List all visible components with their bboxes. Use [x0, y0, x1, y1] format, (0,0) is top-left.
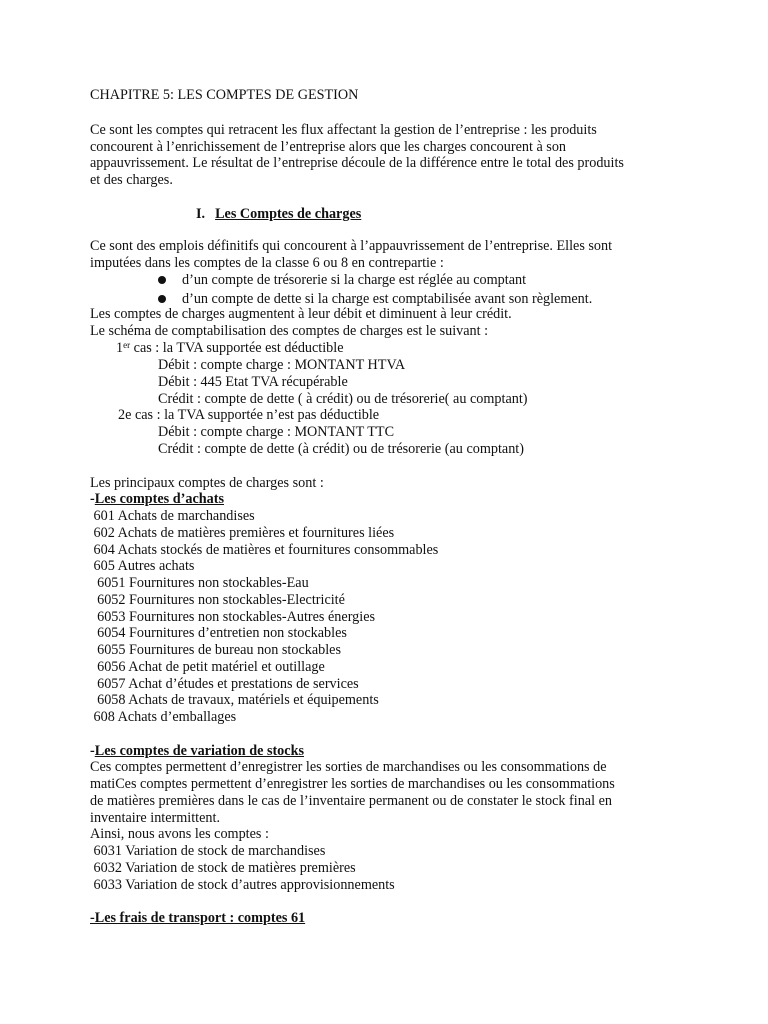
variation-text-line: de matières premières dans le cas de l’inventaire permanent ou de constater le stock final en	[90, 793, 612, 809]
account-item: 6033 Variation de stock d’autres approvisionnements	[90, 877, 395, 893]
variation-text-line: Ainsi, nous avons les comptes :	[90, 826, 269, 842]
main-accounts-intro: Les principaux comptes de charges sont :	[90, 475, 324, 491]
account-item: 6051 Fournitures non stockables-Eau	[90, 575, 309, 591]
bullet-icon	[158, 276, 166, 284]
account-item: 604 Achats stockés de matières et fournitures consommables	[90, 542, 439, 558]
account-item: 602 Achats de matières premières et fournitures liées	[90, 525, 395, 541]
bullet-icon	[158, 295, 166, 303]
section-title: Les Comptes de charges	[215, 206, 362, 222]
transport-heading: -Les frais de transport : comptes 61	[90, 910, 306, 926]
variation-heading: -Les comptes de variation de stocks	[90, 743, 304, 759]
case1-entry: Crédit : compte de dette ( à crédit) ou de trésorerie( au comptant)	[158, 391, 528, 407]
variation-text-line: matiCes comptes permettent d’enregistrer les sorties de marchandises ou les consommations	[90, 776, 615, 792]
bullet-item: d’un compte de trésorerie si la charge est réglée au comptant	[182, 272, 527, 288]
section-heading	[196, 206, 361, 223]
account-item: 6056 Achat de petit matériel et outillage	[90, 659, 325, 675]
account-item: 6031 Variation de stock de marchandises	[90, 843, 326, 859]
charges-rule-line: Le schéma de comptabilisation des comptes de charges est le suivant :	[90, 323, 489, 339]
case1-label: 1er cas : la TVA supportée est déductible	[116, 340, 344, 356]
account-item: 6055 Fournitures de bureau non stockables	[90, 642, 341, 658]
account-item: 6053 Fournitures non stockables-Autres énergies	[90, 609, 376, 625]
intro-line: appauvrissement. Le résultat de l’entreprise découle de la différence entre le total des produits	[90, 155, 624, 171]
chapter-title: CHAPITRE 5: LES COMPTES DE GESTION	[90, 87, 359, 103]
charges-intro-line: Ce sont des emplois définitifs qui concourent à l’appauvrissement de l’entreprise. Elles sont	[90, 238, 613, 254]
variation-text-line: Ces comptes permettent d’enregistrer les sorties de marchandises ou les consommations de	[90, 759, 607, 775]
case2-entry: Débit : compte charge : MONTANT TTC	[158, 424, 395, 440]
case1-entry: Débit : compte charge : MONTANT HTVA	[158, 357, 406, 373]
charges-rule-line: Les comptes de charges augmentent à leur débit et diminuent à leur crédit.	[90, 306, 512, 322]
bullet-item: d’un compte de dette si la charge est comptabilisée avant son règlement.	[182, 291, 593, 307]
account-item: 605 Autres achats	[90, 558, 195, 574]
section-number: I.	[196, 206, 206, 222]
account-item: 608 Achats d’emballages	[90, 709, 237, 725]
account-item: 6052 Fournitures non stockables-Electricité	[90, 592, 345, 608]
account-item: 6054 Fournitures d’entretien non stockables	[90, 625, 347, 641]
case1-entry: Débit : 445 Etat TVA récupérable	[158, 374, 348, 390]
account-item: 6057 Achat d’études et prestations de services	[90, 676, 359, 692]
intro-line: concourent à l’enrichissement de l’entreprise alors que les charges concourent à son	[90, 139, 567, 155]
account-item: 6058 Achats de travaux, matériels et équipements	[90, 692, 379, 708]
charges-intro-line: imputées dans les comptes de la classe 6 ou 8 en contrepartie :	[90, 255, 444, 271]
intro-line: Ce sont les comptes qui retracent les flux affectant la gestion de l’entreprise : les produits	[90, 122, 597, 138]
case2-label: 2e cas : la TVA supportée n’est pas déductible	[118, 407, 380, 423]
intro-line: et des charges.	[90, 172, 173, 188]
case2-entry: Crédit : compte de dette (à crédit) ou de trésorerie (au comptant)	[158, 441, 524, 457]
achats-heading: -Les comptes d’achats	[90, 491, 224, 507]
account-item: 6032 Variation de stock de matières premières	[90, 860, 356, 876]
account-item: 601 Achats de marchandises	[90, 508, 255, 524]
variation-text-line: inventaire intermittent.	[90, 810, 221, 826]
